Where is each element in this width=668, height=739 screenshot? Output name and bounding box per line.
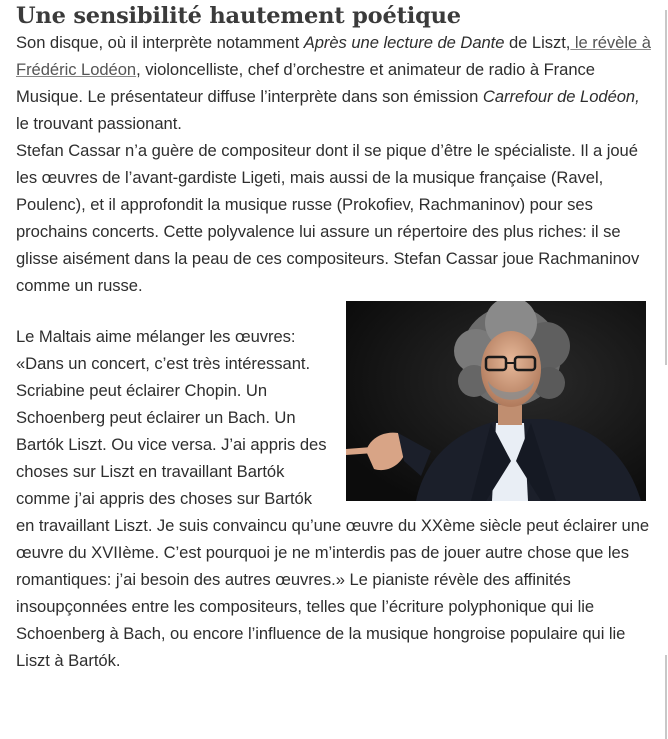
pianist-photo bbox=[346, 301, 646, 501]
paragraph-intro bbox=[16, 29, 652, 137]
paragraph-intro-text-2: de Liszt, bbox=[504, 33, 571, 52]
portrait-image bbox=[346, 301, 646, 501]
article-body bbox=[16, 0, 652, 674]
paragraph-intro-text-1: Son disque, où il interprète notamment bbox=[16, 33, 304, 52]
section-heading: Une sensibilité hautement poétique bbox=[16, 3, 461, 29]
paragraph-intro-text-4: le trouvant passionant. bbox=[16, 114, 182, 133]
paragraph-quote: Le Maltais aime mélanger les œuvres: «Dans un concert, c’est très intéressant. Scriabine peut éclairer Chopin. Un Schoenberg peut éclairer un Bach. Un Bartók Liszt. Ou vice versa. J’ai appris des choses sur Liszt en travaillant Bartók comme j’ai appris des choses sur Bartók en travaillant Liszt. Je suis convaincu qu’une œuvre du XXème siècle peut éclairer une œuvre du XVIIème. C’est pourquoi je ne m’interdis pas de jouer autre chose que les romantiques: j’ai besoin des autres œuvres.» Le pianiste révèle des affinités insoupçonnées entre les compositeurs, telles que l’écriture polyphonique qui lie Schoenberg à Bach, ou encore l’influence de la musique hongroise populaire qui lie Liszt à Bartók. bbox=[16, 327, 650, 670]
paragraph-intro-text-3: , violoncelliste, chef d’orchestre et animateur de radio à France Musique. Le présentateur diffuse l’interprète dans son émission bbox=[16, 60, 595, 106]
lodeon-link[interactable]: le révèle à Frédéric Lodéon bbox=[16, 33, 651, 79]
right-edge-rule-top bbox=[665, 10, 667, 365]
show-title-carrefour: Carrefour de Lodéon, bbox=[482, 87, 640, 106]
paragraph-repertoire: Stefan Cassar n’a guère de compositeur dont il se pique d’être le spécialiste. Il a joué les œuvres de l’avant-gardiste Ligeti, mais aussi de la musique française (Ravel, Poulenc), et il approfondit la musique russe (Prokofiev, Rachmaninov) pour ses prochains concerts. Cette polyvalence lui assure un répertoire des plus riches: il se glisse aisément dans la peau de ces compositeurs. Stefan Cassar joue Rachmaninov comme un russe. bbox=[16, 141, 640, 295]
work-title-dante: Après une lecture de Dante bbox=[303, 33, 505, 52]
right-edge-rule-bottom bbox=[665, 655, 667, 739]
